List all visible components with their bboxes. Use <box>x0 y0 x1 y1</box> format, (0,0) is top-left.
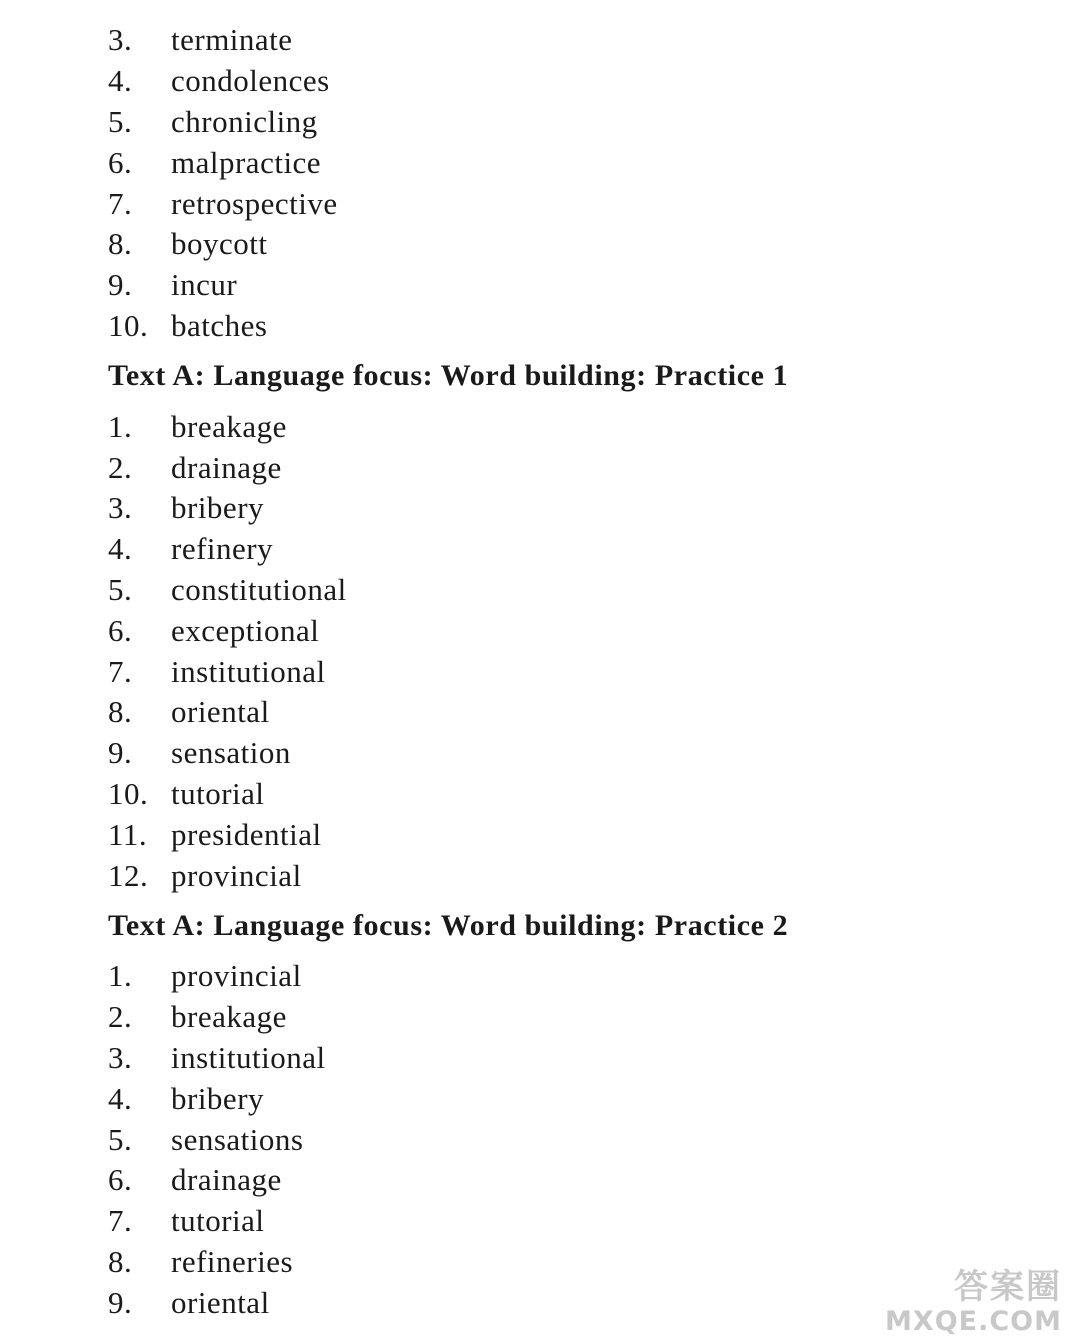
item-answer: malpractice <box>171 144 322 180</box>
answer-document <box>108 20 1028 1323</box>
watermark-logo-text: 答案圈 <box>954 1267 1062 1307</box>
item-number: 4. <box>108 63 133 99</box>
item-number: 4. <box>108 531 133 567</box>
item-answer: retrospective <box>171 185 338 221</box>
item-number: 8. <box>108 694 133 730</box>
item-answer: tutorial <box>171 1203 265 1239</box>
item-number: 11. <box>108 816 148 852</box>
item-number: 6. <box>108 612 133 648</box>
item-number: 2. <box>108 449 133 485</box>
item-number: 5. <box>108 1121 133 1157</box>
item-answer: refinery <box>171 531 274 567</box>
item-number: 3. <box>108 1039 133 1075</box>
list-item <box>108 855 1028 896</box>
list-item <box>108 1160 1028 1201</box>
item-answer: tutorial <box>171 775 265 811</box>
list-item <box>108 306 1028 347</box>
item-answer: terminate <box>171 22 293 58</box>
item-number: 5. <box>108 571 133 607</box>
list-item <box>108 265 1028 306</box>
item-answer: bribery <box>171 490 265 526</box>
list-item <box>108 651 1028 692</box>
item-number: 7. <box>108 1203 133 1239</box>
item-answer: drainage <box>171 1162 282 1198</box>
item-number: 1. <box>108 408 133 444</box>
list-item <box>108 733 1028 774</box>
list-item <box>108 956 1028 997</box>
list-item <box>108 488 1028 529</box>
item-answer: sensations <box>171 1121 304 1157</box>
list-item <box>108 61 1028 102</box>
list-item <box>108 224 1028 265</box>
item-number: 2. <box>108 999 133 1035</box>
item-answer: incur <box>171 267 238 303</box>
item-answer: sensation <box>171 735 291 771</box>
item-number: 10. <box>108 775 149 811</box>
item-answer: provincial <box>171 857 302 893</box>
item-answer: provincial <box>171 958 302 994</box>
list-item <box>108 1119 1028 1160</box>
answer-list-continued <box>108 20 1028 346</box>
item-answer: institutional <box>171 1039 326 1075</box>
item-number: 9. <box>108 267 133 303</box>
item-answer: exceptional <box>171 612 320 648</box>
list-item <box>108 1038 1028 1079</box>
item-answer: boycott <box>171 226 268 262</box>
list-item <box>108 102 1028 143</box>
answer-list-practice-1 <box>108 406 1028 896</box>
item-answer: institutional <box>171 653 326 689</box>
item-answer: condolences <box>171 63 330 99</box>
item-number: 8. <box>108 1243 133 1279</box>
item-number: 3. <box>108 490 133 526</box>
list-item <box>108 183 1028 224</box>
list-item <box>108 406 1028 447</box>
item-answer: chronicling <box>171 103 318 139</box>
list-item <box>108 814 1028 855</box>
item-answer: oriental <box>171 694 270 730</box>
item-number: 7. <box>108 185 133 221</box>
list-item <box>108 20 1028 61</box>
item-answer: oriental <box>171 1284 270 1320</box>
list-item <box>108 692 1028 733</box>
list-item <box>108 1078 1028 1119</box>
list-item <box>108 774 1028 815</box>
list-item <box>108 997 1028 1038</box>
item-number: 10. <box>108 307 149 343</box>
item-answer: batches <box>171 307 268 343</box>
list-item <box>108 447 1028 488</box>
list-item <box>108 1201 1028 1242</box>
section-heading-practice-2: Text A: Language focus: Word building: Practice 2 <box>108 908 789 942</box>
item-number: 6. <box>108 144 133 180</box>
item-answer: breakage <box>171 408 287 444</box>
item-number: 3. <box>108 22 133 58</box>
item-answer: refineries <box>171 1243 294 1279</box>
item-number: 1. <box>108 958 133 994</box>
section-heading-practice-1: Text A: Language focus: Word building: Practice 1 <box>108 359 789 393</box>
list-item <box>108 570 1028 611</box>
item-number: 9. <box>108 1284 133 1320</box>
item-number: 7. <box>108 653 133 689</box>
item-answer: bribery <box>171 1080 265 1116</box>
item-number: 6. <box>108 1162 133 1198</box>
item-number: 8. <box>108 226 133 262</box>
item-number: 12. <box>108 857 149 893</box>
list-item <box>108 142 1028 183</box>
item-answer: breakage <box>171 999 287 1035</box>
item-number: 4. <box>108 1080 133 1116</box>
item-answer: constitutional <box>171 571 347 607</box>
item-number: 9. <box>108 735 133 771</box>
item-number: 5. <box>108 103 133 139</box>
list-item <box>108 610 1028 651</box>
list-item <box>108 529 1028 570</box>
site-watermark <box>872 1259 1062 1337</box>
watermark-domain: MXQE.COM <box>885 1306 1062 1337</box>
item-answer: drainage <box>171 449 282 485</box>
item-answer: presidential <box>171 816 322 852</box>
